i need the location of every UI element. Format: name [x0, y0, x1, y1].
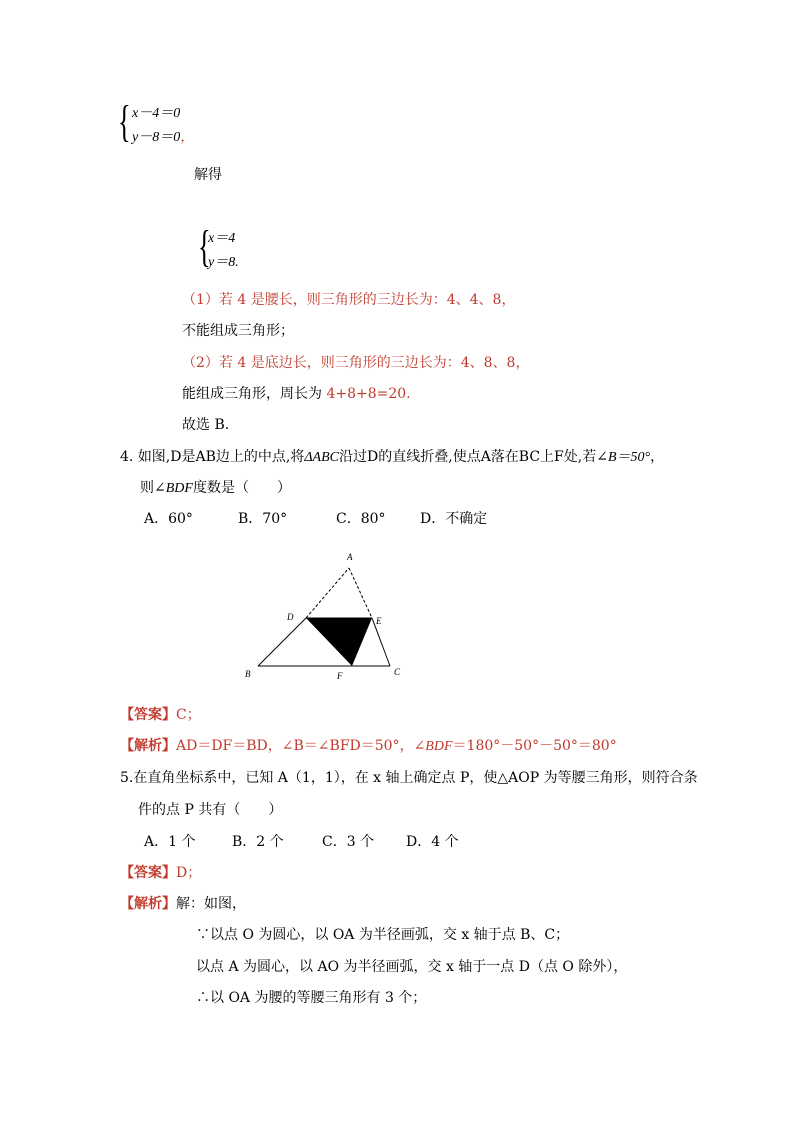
label-b: B — [245, 669, 251, 679]
analysis-5-line-3: ∴以 OA 为腰的等腰三角形有 3 个； — [196, 990, 427, 1006]
label-d: D — [287, 612, 294, 622]
option-b: B．70° — [238, 511, 288, 527]
option-b: B．2 个 — [232, 834, 284, 850]
equation-line: y＝8. — [208, 255, 239, 270]
label-c: C — [394, 667, 401, 677]
question-5-stem-2: 件的点 P 共有（ ） — [138, 802, 283, 818]
label-a: A — [347, 552, 353, 562]
option-d: D．4 个 — [406, 834, 459, 850]
equation-line: x＝4 — [208, 231, 236, 246]
solve-word: 解得 — [194, 167, 222, 183]
dashed-da — [306, 568, 349, 618]
left-brace-1: { — [118, 97, 131, 146]
solution-line-1: （1）若 4 是腰长，则三角形的三边长为：4、4、8， — [182, 292, 516, 308]
answer-4: 【答案】C； — [120, 707, 201, 723]
dashed-ae — [349, 568, 372, 618]
option-c: C．3 个 — [322, 834, 375, 850]
triangle-figure — [240, 548, 410, 682]
folded-triangle — [306, 618, 372, 666]
label-f: F — [337, 671, 343, 681]
option-a: A．60° — [144, 511, 193, 527]
solution-line-3: （2）若 4 是底边长，则三角形的三边长为：4、8、8， — [182, 355, 530, 371]
equation-line: y－8＝0， — [132, 130, 195, 145]
option-d: D．不确定 — [420, 511, 488, 527]
question-4-stem-2: 则∠BDF度数是（ ） — [140, 480, 291, 496]
analysis-5-line-1: ∵以点 O 为圆心，以 OA 为半径画弧，交 x 轴于点 B、C； — [196, 927, 570, 943]
option-a: A．1 个 — [144, 834, 196, 850]
left-brace-2: { — [198, 222, 211, 271]
question-5-stem: 5.在直角坐标系中，已知 A（1，1），在 x 轴上确定点 P，使△AOP 为等腰三角形，则符合条 — [120, 770, 698, 786]
solution-line-5: 故选 B. — [182, 417, 230, 433]
answer-5: 【答案】D； — [120, 865, 202, 881]
question-4-stem: 4. 如图,D是AB边上的中点,将ΔABC沿过D的直线折叠,使点A落在BC上F处,若∠B＝50°， — [120, 449, 665, 465]
solution-line-4: 能组成三角形，周长为 4+8+8=20. — [182, 386, 411, 402]
analysis-4: 【解析】AD＝DF＝BD，∠B＝∠BFD＝50°，∠BDF＝180°－50°－50°＝80° — [120, 738, 617, 754]
label-e: E — [376, 616, 382, 626]
analysis-5: 【解析】解：如图， — [120, 896, 246, 912]
option-c: C．80° — [336, 511, 386, 527]
equation-line: x－4＝0 — [132, 106, 181, 121]
side-bd — [258, 618, 306, 666]
analysis-5-line-2: 以点 A 为圆心，以 AO 为半径画弧，交 x 轴于一点 D（点 O 除外）， — [196, 959, 628, 975]
solution-line-2: 不能组成三角形； — [182, 323, 294, 339]
